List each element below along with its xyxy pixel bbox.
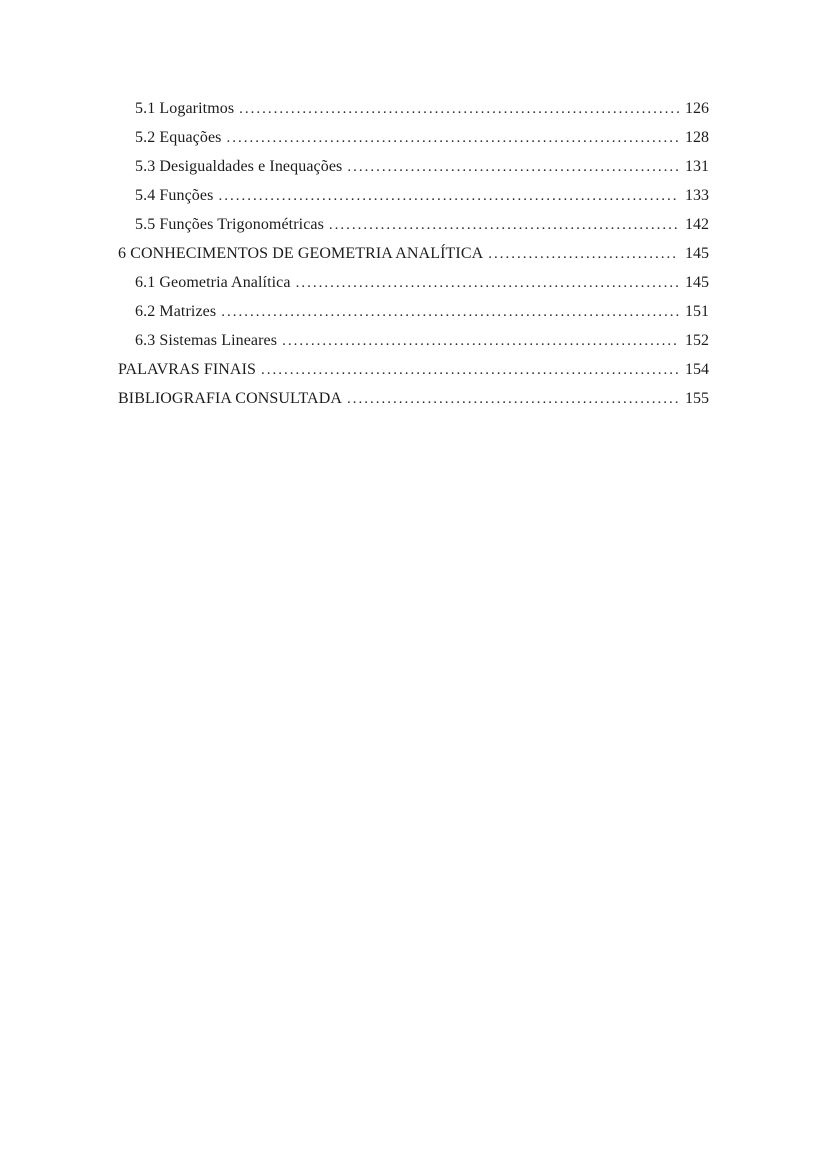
toc-entry-leader <box>218 182 679 211</box>
toc-entry-leader <box>488 240 679 269</box>
toc-entry-page: 126 <box>685 100 709 117</box>
toc-entry-page: 154 <box>685 361 709 378</box>
toc-list <box>118 94 709 413</box>
toc-entry-label: 5.1 Logaritmos <box>135 100 235 117</box>
toc-entry <box>118 152 709 181</box>
toc-entry-leader <box>296 269 679 298</box>
toc-entry <box>118 210 709 239</box>
toc-entry <box>118 355 709 384</box>
toc-entry-leader <box>347 153 679 182</box>
toc-entry-leader <box>282 327 679 356</box>
toc-entry-page: 142 <box>685 216 709 233</box>
toc-entry-page: 145 <box>685 274 709 291</box>
toc-entry <box>118 297 709 326</box>
toc-entry-label: 5.4 Funções <box>135 187 214 204</box>
toc-entry-leader <box>347 385 679 414</box>
toc-entry-leader <box>221 298 679 327</box>
toc-entry <box>118 181 709 210</box>
toc-entry <box>118 123 709 152</box>
toc-entry <box>118 384 709 413</box>
toc-entry-leader <box>261 356 679 385</box>
toc-entry <box>118 239 709 268</box>
toc-entry-label: 6.2 Matrizes <box>135 303 217 320</box>
toc-entry-label: 6.3 Sistemas Lineares <box>135 332 278 349</box>
toc-entry-leader <box>227 124 679 153</box>
toc-entry <box>118 94 709 123</box>
toc-entry-label: 5.2 Equações <box>135 129 222 146</box>
toc-entry-page: 145 <box>685 245 709 262</box>
toc-entry-label: 5.5 Funções Trigonométricas <box>135 216 324 233</box>
toc-entry-page: 133 <box>685 187 709 204</box>
toc-entry-leader <box>329 211 679 240</box>
toc-entry-label: BIBLIOGRAFIA CONSULTADA <box>118 390 343 407</box>
toc-entry-page: 131 <box>685 158 709 175</box>
toc-entry-label: 5.3 Desigualdades e Inequações <box>135 158 343 175</box>
toc-entry <box>118 326 709 355</box>
toc-entry <box>118 268 709 297</box>
toc-entry-label: 6.1 Geometria Analítica <box>135 274 291 291</box>
toc-entry-leader <box>239 95 679 124</box>
toc-entry-label: PALAVRAS FINAIS <box>118 361 256 378</box>
toc-entry-label: 6 CONHECIMENTOS DE GEOMETRIA ANALÍTICA <box>118 245 484 262</box>
toc-entry-page: 155 <box>685 390 709 407</box>
toc-entry-page: 151 <box>685 303 709 320</box>
toc-entry-page: 152 <box>685 332 709 349</box>
toc-entry-page: 128 <box>685 129 709 146</box>
